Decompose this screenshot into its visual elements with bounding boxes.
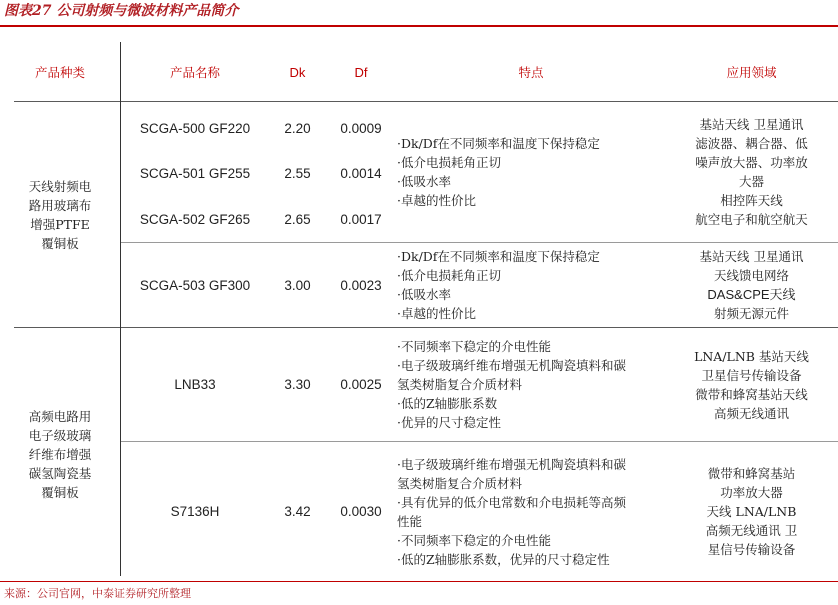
feature-line: ·卓越的性价比	[397, 306, 476, 321]
application-line: 微带和蜂窝基站天线	[695, 386, 808, 402]
category-line: 增强PTFE	[30, 216, 90, 232]
df-value: 0.0017	[340, 211, 382, 227]
dk-value: 3.42	[284, 504, 311, 519]
feature-line: ·低介电损耗角正切	[397, 155, 501, 170]
application-line: 天线馈电网络	[713, 268, 789, 283]
feature-line: ·低的Z轴膨胀系数，优异的尺寸稳定性	[397, 551, 610, 567]
category-cell	[0, 328, 120, 581]
feature-line: ·不同频率下稳定的介电性能	[397, 532, 551, 548]
features-cell	[397, 102, 665, 242]
applications-cell	[665, 102, 838, 242]
features-cell	[397, 328, 665, 441]
category-line: 纤维布增强	[28, 447, 92, 462]
category-line: 碳氢陶瓷基	[28, 466, 92, 481]
feature-line: 氢类树脂复合介质材料	[397, 377, 523, 392]
application-line: 基站天线 卫星通讯	[699, 117, 804, 132]
application-line: 天线 LNA/LNB	[706, 504, 797, 519]
df-value: 0.0025	[340, 377, 382, 392]
application-line: 星信号传输设备	[707, 542, 796, 557]
category-cell	[0, 102, 120, 327]
feature-line: ·低的Z轴膨胀系数	[397, 396, 498, 411]
applications-cell	[665, 328, 838, 441]
header-name: 产品名称	[169, 64, 220, 80]
df-value: 0.0009	[340, 120, 382, 136]
footer-rule	[0, 581, 838, 582]
header-df: Df	[354, 64, 368, 80]
product-name: SCGA-501 GF255	[139, 165, 251, 181]
header-dk: Dk	[289, 64, 306, 80]
feature-line: ·低吸水率	[397, 287, 451, 302]
product-name: SCGA-503 GF300	[139, 277, 251, 293]
source-note: 来源：公司官网，中泰证券研究所整理	[4, 587, 191, 600]
df-value: 0.0030	[340, 504, 382, 519]
feature-line: ·低吸水率	[397, 174, 451, 189]
application-line: 微带和蜂窝基站	[707, 466, 796, 481]
category-line: 路用玻璃布	[28, 197, 92, 213]
application-line: 噪声放大器、功率放	[695, 155, 808, 170]
feature-line: ·具有优异的低介电常数和介电损耗等高频	[397, 494, 626, 510]
dk-value: 3.00	[284, 277, 311, 293]
application-line: 相控阵天线	[720, 193, 783, 208]
feature-line: ·卓越的性价比	[397, 193, 476, 208]
application-line: 高频无线通讯 卫	[705, 523, 798, 538]
application-line: 功率放大器	[720, 485, 783, 500]
application-line: 滤波器、耦合器、低	[695, 136, 808, 151]
category-line: 电子级玻璃	[28, 428, 92, 443]
category-line: 天线射频电	[28, 178, 92, 194]
features-cell	[397, 442, 665, 581]
feature-line: ·Dk/Df在不同频率和温度下保持稳定	[397, 136, 600, 151]
feature-line: 氢类树脂复合介质材料	[397, 475, 523, 491]
dk-value: 2.20	[284, 120, 311, 136]
category-line: 高频电路用	[28, 409, 92, 424]
application-line: 航空电子和航空航天	[695, 212, 808, 227]
application-line: 射频无源元件	[713, 306, 789, 321]
category-line: 覆铜板	[41, 235, 79, 251]
category-line: 覆铜板	[41, 485, 79, 500]
df-value: 0.0023	[340, 277, 382, 293]
application-line: 卫星信号传输设备	[701, 367, 802, 383]
feature-line: ·Dk/Df在不同频率和温度下保持稳定	[397, 249, 600, 264]
application-line: 基站天线 卫星通讯	[699, 249, 804, 264]
feature-line: ·电子级玻璃纤维布增强无机陶瓷填料和碳	[397, 456, 626, 472]
dk-value: 3.30	[284, 377, 311, 392]
product-name: LNB33	[174, 377, 216, 392]
product-name: S7136H	[170, 504, 220, 519]
application-line: 大器	[738, 174, 764, 189]
header-category: 产品种类	[34, 64, 85, 80]
feature-line: 性能	[397, 513, 423, 529]
product-name: SCGA-502 GF265	[139, 211, 251, 227]
title-rule	[0, 25, 838, 27]
feature-line: ·不同频率下稳定的介电性能	[397, 339, 551, 354]
product-name: SCGA-500 GF220	[139, 120, 251, 136]
feature-line: ·电子级玻璃纤维布增强无机陶瓷填料和碳	[397, 358, 626, 373]
df-value: 0.0014	[340, 165, 382, 181]
feature-line: ·低介电损耗角正切	[397, 268, 501, 283]
header-features: 特点	[518, 64, 544, 80]
header-applications: 应用领域	[726, 64, 777, 80]
dk-value: 2.55	[284, 165, 311, 181]
applications-cell	[665, 243, 838, 327]
application-line: DAS&CPE天线	[707, 287, 796, 302]
figure-title: 图表27 公司射频与微波材料产品简介	[4, 3, 239, 19]
dk-value: 2.65	[284, 211, 311, 227]
application-line: 高频无线通讯	[713, 405, 789, 421]
features-cell	[397, 243, 665, 327]
application-line: LNA/LNB 基站天线	[694, 348, 809, 364]
feature-line: ·优异的尺寸稳定性	[397, 415, 501, 430]
applications-cell	[665, 442, 838, 581]
